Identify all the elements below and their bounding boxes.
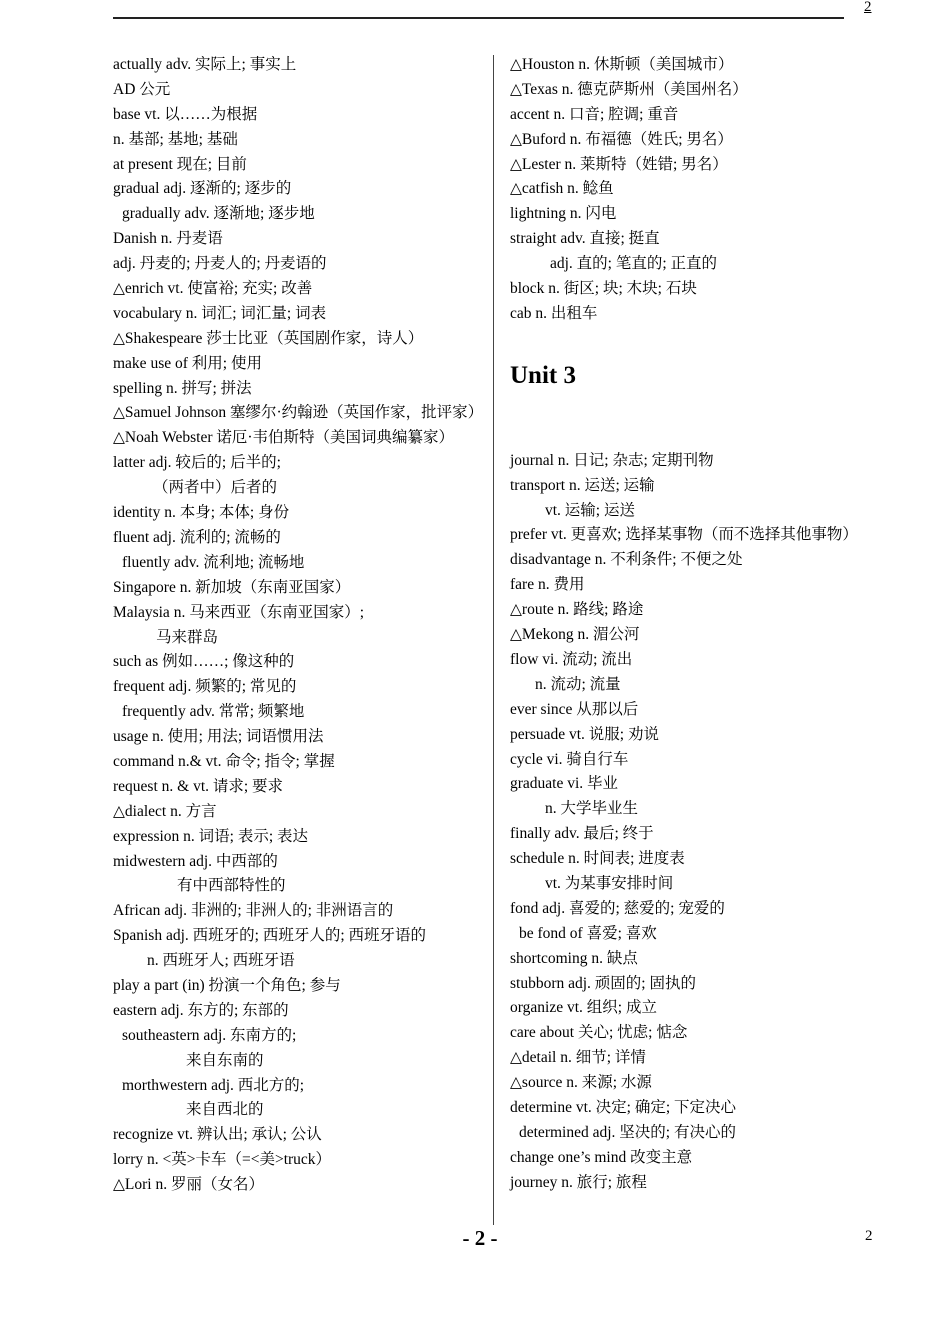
vocab-entry: gradually adv. 逐渐地; 逐步地 [122,205,315,223]
vocab-entry: latter adj. 较后的; 后半的; [113,454,281,472]
vocab-entry: △detail n. 细节; 详情 [510,1049,646,1067]
vocab-entry: shortcoming n. 缺点 [510,949,638,967]
vocab-entry: schedule n. 时间表; 进度表 [510,850,685,868]
vocab-entry: adj. 直的; 笔直的; 正直的 [550,255,718,273]
vocab-entry: determined adj. 坚决的; 有决心的 [519,1123,736,1141]
vocab-entry: frequent adj. 频繁的; 常见的 [113,678,297,696]
vocab-entry: △enrich vt. 使富裕; 充实; 改善 [113,280,313,298]
vocab-entry: fluent adj. 流利的; 流畅的 [113,528,281,546]
vocab-entry: 来自西北的 [186,1101,264,1119]
vocab-entry: transport n. 运送; 运输 [510,476,655,494]
vocab-entry: Singapore n. 新加坡（东南亚国家） [113,578,351,596]
vocab-entry: midwestern adj. 中西部的 [113,852,278,870]
vocab-entry: cycle vi. 骑自行车 [510,750,629,768]
vocab-entry: （两者中）后者的 [153,479,278,497]
vocab-entry: fare n. 费用 [510,576,585,594]
vocab-entry: block n. 街区; 块; 木块; 石块 [510,280,697,298]
footer-corner-number: 2 [865,1228,873,1244]
vocab-entry: cab n. 出租车 [510,304,598,322]
vocab-entry: AD 公元 [113,80,171,98]
vocab-entry: usage n. 使用; 用法; 词语惯用法 [113,728,324,746]
vocab-entry: play a part (in) 扮演一个角色; 参与 [113,976,341,994]
vocab-entry: △Shakespeare 莎士比亚（英国剧作家，诗人） [113,329,424,347]
vocab-entry: disadvantage n. 不利条件; 不便之处 [510,551,743,569]
vocab-entry: Danish n. 丹麦语 [113,230,223,248]
header-page-number: 2 [864,0,872,15]
vocab-entry: △Buford n. 布福德（姓氏; 男名） [510,130,733,148]
vocab-entry: △dialect n. 方言 [113,802,217,820]
vocab-entry: Malaysia n. 马来西亚（东南亚国家）; [113,603,364,621]
vocab-entry: stubborn adj. 顽固的; 固执的 [510,974,696,992]
vocab-entry: fond adj. 喜爱的; 慈爱的; 宠爱的 [510,899,725,917]
vocab-entry: morthwestern adj. 西北方的; [122,1076,305,1094]
vocab-entry: organize vt. 组织; 成立 [510,999,657,1017]
vocab-entry: base vt. 以……为根据 [113,105,258,123]
vocab-entry: lightning n. 闪电 [510,205,617,223]
vocab-entry: n. 大学毕业生 [545,800,639,818]
vocab-entry: change one’s mind 改变主意 [510,1148,693,1166]
vocab-entry: △route n. 路线; 路途 [510,601,644,619]
vocab-entry: fluently adv. 流利地; 流畅地 [122,553,305,571]
vocab-entry: accent n. 口音; 腔调; 重音 [510,105,679,123]
vocab-entry: care about 关心; 忧虑; 惦念 [510,1024,688,1042]
vocab-entry: determine vt. 决定; 确定; 下定决心 [510,1098,737,1116]
vocab-entry: make use of 利用; 使用 [113,354,262,372]
vocab-entry: graduate vi. 毕业 [510,775,619,793]
header-rule [113,17,844,19]
footer-page-number: - 2 - [462,1226,498,1250]
vocab-entry: at present 现在; 目前 [113,155,247,173]
left-column [113,53,485,1198]
vocab-entry: recognize vt. 辨认出; 承认; 公认 [113,1126,322,1144]
vocab-entry: African adj. 非洲的; 非洲人的; 非洲语言的 [113,902,394,920]
vocab-entry: n. 基部; 基地; 基础 [113,130,238,148]
vocab-entry: be fond of 喜爱; 喜欢 [519,924,657,942]
vocab-entry: identity n. 本身; 本体; 身份 [113,504,290,522]
vocab-entry: actually adv. 实际上; 事实上 [113,56,297,73]
vocab-entry: vt. 为某事安排时间 [545,874,674,892]
vocab-entry: eastern adj. 东方的; 东部的 [113,1001,289,1019]
vocab-entry: vocabulary n. 词汇; 词汇量; 词表 [113,304,327,322]
vocab-entry: lorry n. <英>卡车（=<美>truck） [113,1151,332,1169]
right-column-top-entries [510,53,880,327]
vocab-entry: expression n. 词语; 表示; 表达 [113,827,309,845]
vocab-entry: n. 流动; 流量 [535,675,621,693]
vocab-entry: command n.& vt. 命令; 指令; 掌握 [113,752,335,770]
vocab-entry: 马来群岛 [156,628,219,646]
vocab-entry: such as 例如……; 像这种的 [113,653,295,671]
vocab-entry: △catfish n. 鲶鱼 [510,180,614,198]
vocab-entry: △Noah Webster 诺厄·韦伯斯特（美国词典编纂家） [113,429,455,447]
vocab-entry: △Samuel Johnson 塞缪尔·约翰逊（英国作家，批评家） [113,404,484,422]
vocab-entry: 来自东南的 [186,1051,264,1069]
right-column [510,53,880,1196]
vocab-entry: request n. & vt. 请求; 要求 [113,777,284,795]
vocab-entry: frequently adv. 常常; 频繁地 [122,703,305,721]
vocab-entry: journal n. 日记; 杂志; 定期刊物 [510,451,714,469]
vocab-entry: straight adv. 直接; 挺直 [510,230,660,248]
unit-title: Unit 3 [510,361,576,389]
vocab-entry: prefer vt. 更喜欢; 选择某事物（而不选择其他事物） [510,526,858,544]
vocab-entry: spelling n. 拼写; 拼法 [113,379,252,397]
vocab-entry: flow vi. 流动; 流出 [510,650,633,668]
vocab-entry: △Texas n. 德克萨斯州（美国州名） [510,80,748,98]
vocab-entry: △Lester n. 莱斯特（姓错; 男名） [510,155,728,173]
column-divider [493,55,494,1225]
vocab-entry: southeastern adj. 东南方的; [122,1026,297,1044]
vocab-entry: Spanish adj. 西班牙的; 西班牙人的; 西班牙语的 [113,927,427,945]
right-column-bottom-entries [510,449,880,1196]
vocab-entry: n. 西班牙人; 西班牙语 [147,952,295,970]
vocab-entry: △Houston n. 休斯顿（美国城市） [510,56,734,73]
vocab-entry: persuade vt. 说服; 劝说 [510,725,659,743]
vocab-entry: finally adv. 最后; 终于 [510,825,654,843]
vocab-entry: △source n. 来源; 水源 [510,1074,652,1092]
vocab-entry: vt. 运输; 运送 [545,501,635,519]
vocab-entry: ever since 从那以后 [510,700,639,718]
vocab-entry: gradual adj. 逐渐的; 逐步的 [113,180,292,198]
vocab-entry: △Mekong n. 湄公河 [510,626,640,644]
vocab-entry: journey n. 旅行; 旅程 [510,1173,647,1191]
vocab-entry: △Lori n. 罗丽（女名） [113,1176,264,1194]
vocab-entry: 有中西部特性的 [177,877,286,895]
vocab-entry: adj. 丹麦的; 丹麦人的; 丹麦语的 [113,255,327,273]
